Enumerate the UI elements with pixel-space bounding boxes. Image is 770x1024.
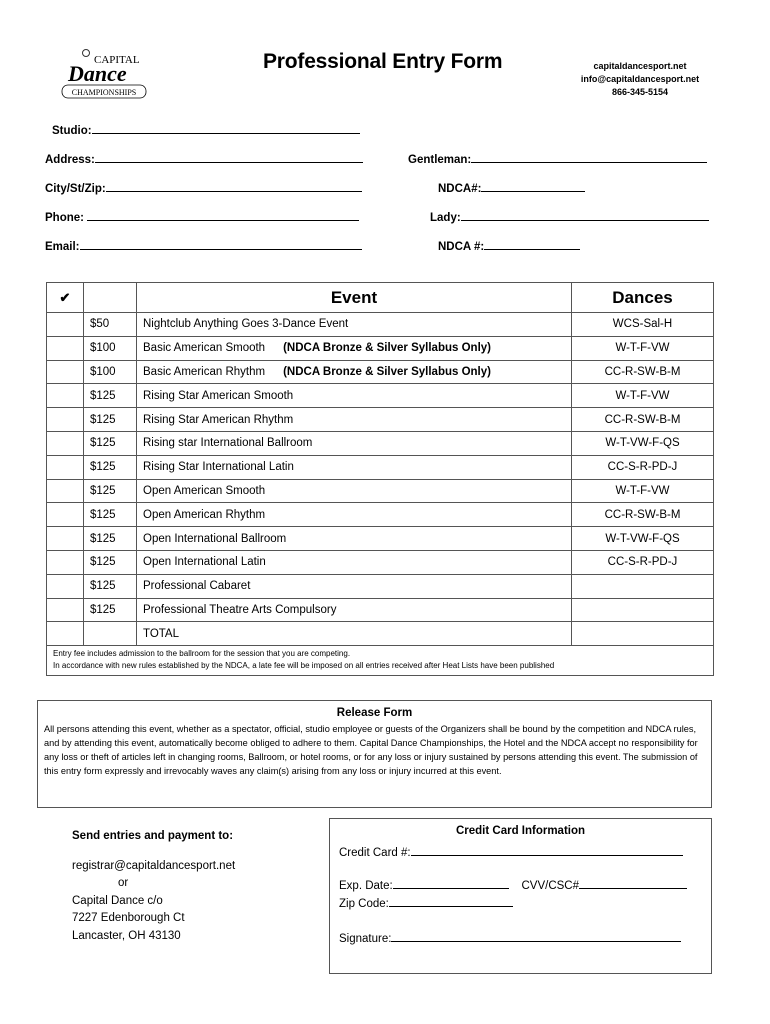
table-row — [47, 408, 714, 432]
event-header: Event — [137, 283, 572, 313]
gentleman-line[interactable] — [471, 152, 707, 163]
row-dances — [572, 574, 714, 598]
row-event: Rising Star American Rhythm — [137, 408, 572, 432]
row-dances: CC-R-SW-B-M — [572, 408, 714, 432]
row-checkbox[interactable] — [47, 550, 84, 574]
total-dances-cell — [572, 622, 714, 646]
card-number-line[interactable] — [411, 845, 683, 856]
row-event-name: Nightclub Anything Goes 3-Dance Event — [143, 318, 349, 331]
row-event: Open International Ballroom — [137, 527, 572, 551]
row-fee: $125 — [84, 527, 137, 551]
table-header-row — [47, 283, 714, 313]
lady-ndca-line[interactable] — [484, 239, 580, 250]
lady-ndca-field[interactable] — [438, 239, 580, 253]
release-title: Release Form — [336, 707, 413, 719]
table-row — [47, 455, 714, 479]
row-checkbox[interactable] — [47, 360, 84, 384]
row-event — [137, 360, 572, 384]
lady-line[interactable] — [461, 210, 709, 221]
gentleman-ndca-line[interactable] — [481, 181, 585, 192]
row-fee: $125 — [84, 574, 137, 598]
check-header: ✔ — [47, 283, 84, 313]
logo-championships-text: CHAMPIONSHIPS — [71, 88, 137, 97]
lady-ndca-label: NDCA #: — [438, 241, 485, 253]
row-checkbox[interactable] — [47, 479, 84, 503]
release-form — [37, 700, 712, 808]
exp-date-field[interactable] — [339, 878, 687, 892]
row-checkbox[interactable] — [47, 574, 84, 598]
zip-code-line[interactable] — [389, 896, 513, 907]
footnote-admission: Entry fee includes admission to the ballroom for the session that you are competing. — [53, 649, 351, 659]
row-dances: W-T-F-VW — [572, 384, 714, 408]
table-row — [47, 336, 714, 360]
mailing-city: Lancaster, OH 43130 — [72, 929, 181, 942]
row-checkbox[interactable] — [47, 408, 84, 432]
credit-card-title: Credit Card Information — [455, 825, 586, 837]
table-row — [47, 313, 714, 337]
footnote-row — [47, 646, 714, 676]
row-fee: $125 — [84, 479, 137, 503]
mailing-email[interactable]: registrar@capitaldancesport.net — [72, 859, 236, 872]
row-event: Professional Theatre Arts Compulsory — [137, 598, 572, 622]
row-checkbox[interactable] — [47, 455, 84, 479]
contact-email[interactable]: info@capitaldancesport.net — [580, 74, 700, 84]
studio-label: Studio: — [52, 125, 92, 137]
table-row — [47, 598, 714, 622]
row-event: Rising Star International Latin — [137, 455, 572, 479]
contact-block — [560, 60, 720, 99]
credit-card-box — [329, 818, 712, 974]
row-event-note: (NDCA Bronze & Silver Syllabus Only) — [283, 365, 491, 378]
row-checkbox[interactable] — [47, 336, 84, 360]
row-fee: $125 — [84, 408, 137, 432]
row-fee: $125 — [84, 455, 137, 479]
total-check-cell — [47, 622, 84, 646]
zip-code-label: Zip Code: — [339, 898, 389, 910]
row-checkbox[interactable] — [47, 431, 84, 455]
dances-header: Dances — [572, 283, 714, 313]
phone-field[interactable] — [45, 210, 359, 224]
mailing-info — [72, 828, 235, 945]
studio-line[interactable] — [92, 123, 360, 134]
table-row — [47, 574, 714, 598]
card-number-label: Credit Card #: — [339, 847, 411, 859]
row-dances: WCS-Sal-H — [572, 313, 714, 337]
email-label: Email: — [45, 241, 80, 253]
row-event: Open International Latin — [137, 550, 572, 574]
row-checkbox[interactable] — [47, 598, 84, 622]
lady-field[interactable] — [430, 210, 709, 224]
table-row — [47, 431, 714, 455]
row-event: Rising star International Ballroom — [137, 431, 572, 455]
capital-dance-logo — [58, 48, 150, 100]
gentleman-field[interactable] — [408, 152, 707, 166]
row-checkbox[interactable] — [47, 527, 84, 551]
table-row — [47, 503, 714, 527]
signature-label: Signature: — [339, 933, 392, 945]
address-label: Address: — [45, 154, 95, 166]
phone-label: Phone: — [45, 212, 84, 224]
table-footnote — [47, 646, 714, 676]
row-dances: CC-S-R-PD-J — [572, 550, 714, 574]
row-checkbox[interactable] — [47, 384, 84, 408]
row-event-name: Basic American Rhythm — [143, 365, 266, 378]
table-row — [47, 527, 714, 551]
address-line[interactable] — [95, 152, 363, 163]
row-event: Professional Cabaret — [137, 574, 572, 598]
row-fee: $125 — [84, 598, 137, 622]
gentleman-ndca-field[interactable] — [438, 181, 585, 195]
row-fee: $125 — [84, 503, 137, 527]
row-checkbox[interactable] — [47, 503, 84, 527]
mailing-heading: Send entries and payment to: — [72, 830, 234, 842]
signature-field[interactable] — [339, 931, 681, 945]
row-event-name: Basic American Smooth — [143, 342, 266, 355]
gentleman-ndca-label: NDCA#: — [438, 183, 482, 195]
email-field[interactable] — [45, 239, 362, 253]
footnote-late-fee: In accordance with new rules established by the NDCA, a late fee will be imposed on all entries received after Heat Lists have been published — [53, 661, 555, 671]
row-fee: $100 — [84, 360, 137, 384]
row-event — [137, 313, 572, 337]
row-dances: CC-R-SW-B-M — [572, 360, 714, 384]
events-table — [46, 282, 714, 676]
exp-date-line[interactable] — [393, 878, 509, 889]
logo-capital-text: CAPITAL — [94, 54, 140, 66]
cvv-line[interactable] — [579, 878, 687, 889]
mailing-or: or — [118, 877, 129, 889]
address-field[interactable] — [45, 152, 363, 166]
row-dances — [572, 598, 714, 622]
city-label: City/St/Zip: — [45, 183, 106, 195]
table-row — [47, 479, 714, 503]
row-fee: $100 — [84, 336, 137, 360]
lady-label: Lady: — [430, 212, 461, 224]
page-title: Professional Entry Form — [263, 50, 503, 73]
row-event: Rising Star American Smooth — [137, 384, 572, 408]
city-field[interactable] — [45, 181, 362, 195]
studio-field[interactable] — [52, 123, 360, 137]
table-row — [47, 360, 714, 384]
table-row — [47, 384, 714, 408]
logo-dance-text: Dance — [68, 61, 127, 86]
signature-line[interactable] — [391, 931, 681, 942]
row-dances: W-T-F-VW — [572, 336, 714, 360]
exp-date-label: Exp. Date: — [339, 880, 393, 892]
row-fee: $50 — [84, 313, 137, 337]
phone-line[interactable] — [87, 210, 359, 221]
row-event — [137, 336, 572, 360]
total-label: TOTAL — [137, 622, 572, 646]
row-fee: $125 — [84, 550, 137, 574]
contact-phone: 866-345-5154 — [611, 87, 669, 97]
cvv-label: CVV/CSC# — [521, 880, 580, 892]
row-dances: CC-S-R-PD-J — [572, 455, 714, 479]
contact-website[interactable]: capitaldancesport.net — [593, 61, 687, 71]
mailing-street: 7227 Edenborough Ct — [72, 912, 185, 924]
mailing-name: Capital Dance c/o — [72, 894, 163, 907]
row-dances: W-T-VW-F-QS — [572, 527, 714, 551]
email-line[interactable] — [80, 239, 362, 250]
row-event: Open American Rhythm — [137, 503, 572, 527]
fee-header — [84, 283, 137, 313]
row-event-note: (NDCA Bronze & Silver Syllabus Only) — [283, 342, 491, 355]
total-row — [47, 622, 714, 646]
card-number-field[interactable] — [339, 845, 683, 859]
row-dances: CC-R-SW-B-M — [572, 503, 714, 527]
row-dances: W-T-VW-F-QS — [572, 431, 714, 455]
gentleman-label: Gentleman: — [408, 154, 472, 166]
row-dances: W-T-F-VW — [572, 479, 714, 503]
zip-code-field[interactable] — [339, 896, 513, 910]
row-event: Open American Smooth — [137, 479, 572, 503]
row-fee: $125 — [84, 431, 137, 455]
total-fee-cell[interactable] — [84, 622, 137, 646]
release-text: All persons attending this event, whether as a spectator, official, studio employee or guests of the Organizers shall be bound by the competition and NDCA rules, and by attending this event, automatically become obliged to adhere to them. Capital Dance Championships, the Hotel and the NDCA accept no responsibility for any loss or theft of articles left in changing rooms, Ballroom, or hotel rooms, or for any loss or injury sustained by persons attending this event. The submission of this entry form expressly and irrevocably waves any claim(s) arising from any loss or injury incurred at this event. — [44, 724, 698, 776]
table-row — [47, 550, 714, 574]
city-line[interactable] — [106, 181, 362, 192]
row-checkbox[interactable] — [47, 313, 84, 337]
row-fee: $125 — [84, 384, 137, 408]
